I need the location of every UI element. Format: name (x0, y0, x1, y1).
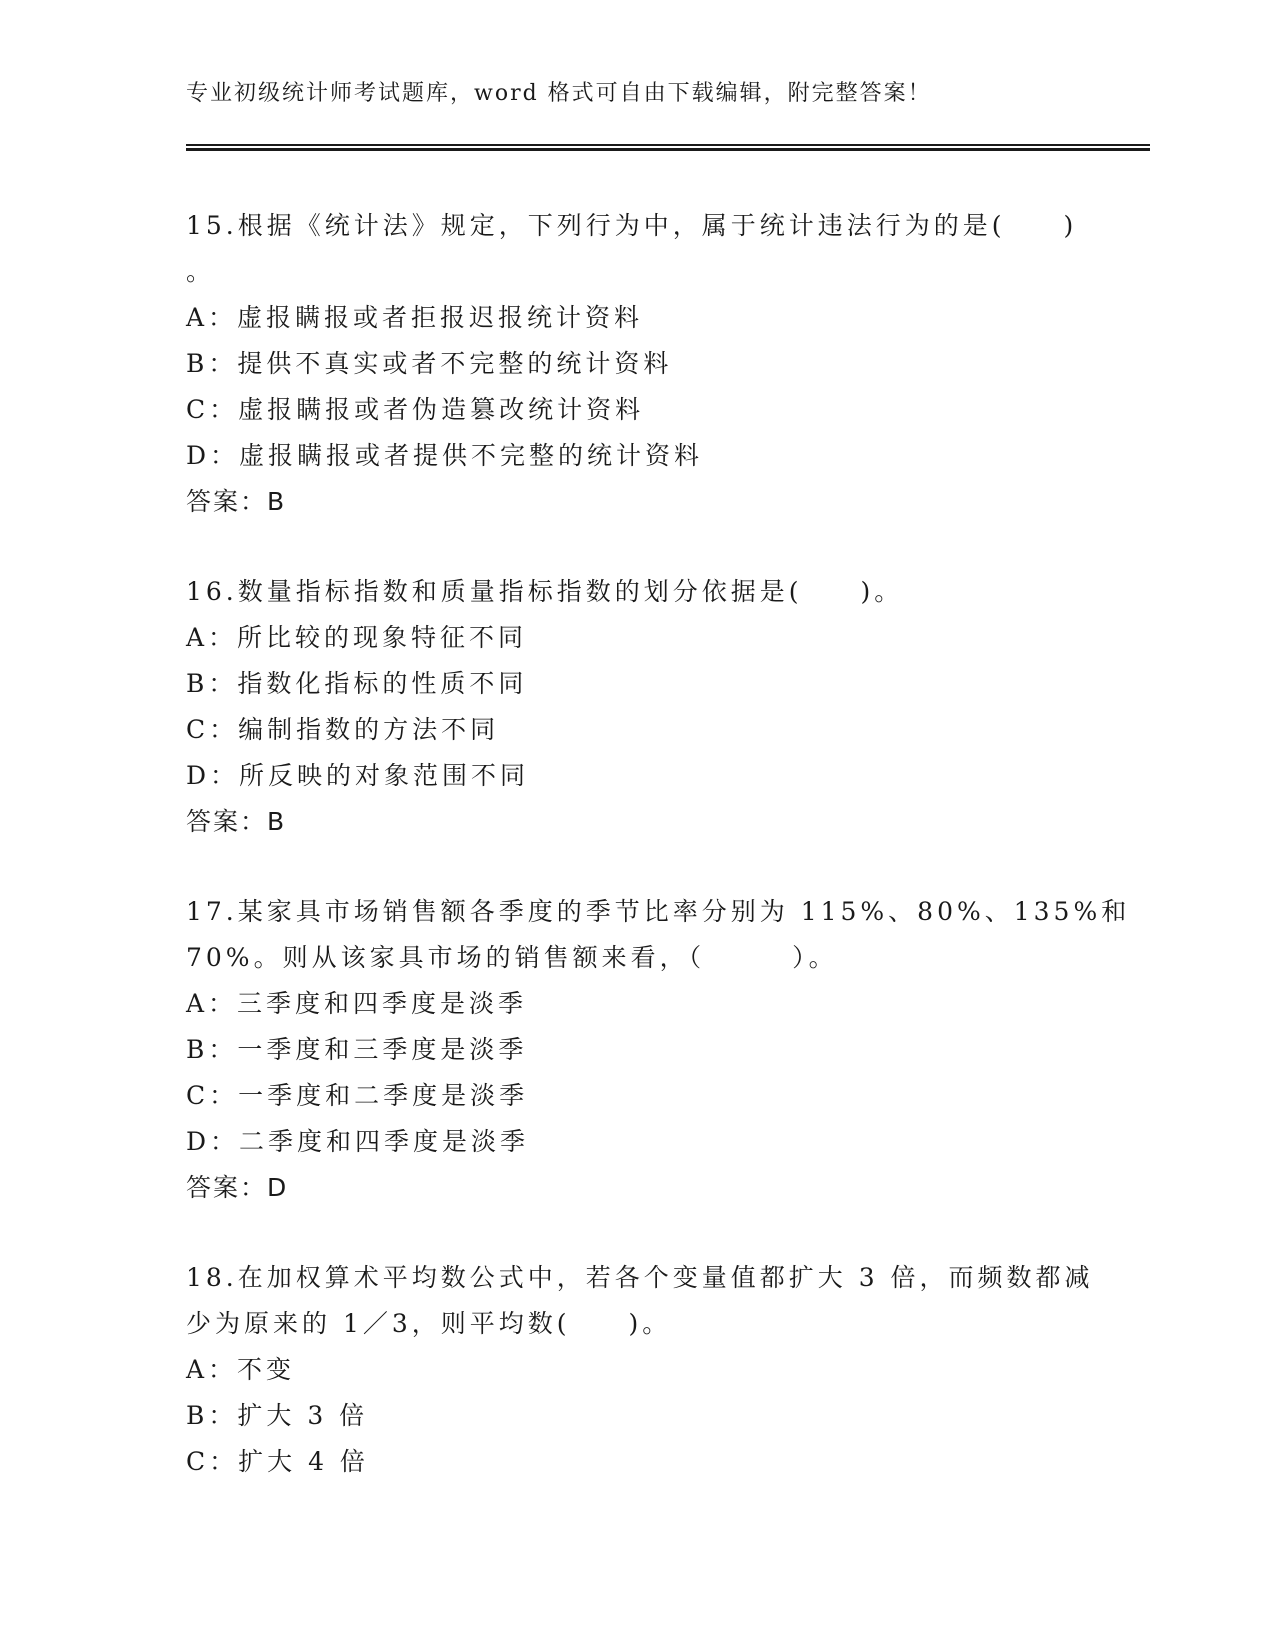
answer-line: 答案：B (186, 807, 287, 836)
option-b: B：提供不真实或者不完整的统计资料 (186, 349, 673, 378)
option-c: C：一季度和二季度是淡季 (186, 1081, 529, 1110)
option-d: D：虚报瞒报或者提供不完整的统计资料 (186, 441, 704, 470)
question-stem: 16.数量指标指数和质量指标指数的划分依据是( )。 (186, 577, 904, 606)
option-c: C：虚报瞒报或者伪造篡改统计资料 (186, 395, 645, 424)
question-16 (186, 569, 1086, 845)
question-stem: 70%。则从该家具市场的销售额来看，（ ）。 (186, 943, 838, 972)
option-b: B：扩大 3 倍 (186, 1401, 369, 1430)
question-15 (186, 203, 1086, 525)
question-stem: 18.在加权算术平均数公式中，若各个变量值都扩大 3 倍，而频数都减 (186, 1263, 1094, 1292)
header-divider (186, 144, 1150, 146)
page-header-title: 专业初级统计师考试题库，word 格式可自由下载编辑，附完整答案！ (186, 81, 932, 106)
question-stem: 少为原来的 1／3，则平均数( )。 (186, 1309, 672, 1338)
question-stem: 15.根据《统计法》规定，下列行为中，属于统计违法行为的是( ) (186, 211, 1078, 240)
option-d: D：二季度和四季度是淡季 (186, 1127, 530, 1156)
question-stem: 17.某家具市场销售额各季度的季节比率分别为 115%、80%、135%和 (186, 897, 1131, 926)
option-a: A：不变 (186, 1355, 296, 1384)
option-a: A：虚报瞒报或者拒报迟报统计资料 (186, 303, 644, 332)
question-stem: 。 (186, 257, 216, 286)
answer-line: 答案：D (186, 1173, 289, 1202)
answer-line: 答案：B (186, 487, 287, 516)
option-d: D：所反映的对象范围不同 (186, 761, 530, 790)
question-18 (186, 1255, 1094, 1485)
option-c: C：编制指数的方法不同 (186, 715, 500, 744)
option-a: A：三季度和四季度是淡季 (186, 989, 528, 1018)
option-a: A：所比较的现象特征不同 (186, 623, 528, 652)
question-list (186, 203, 1131, 1529)
option-b: B：一季度和三季度是淡季 (186, 1035, 528, 1064)
option-b: B：指数化指标的性质不同 (186, 669, 528, 698)
question-17 (186, 889, 1131, 1211)
option-c: C：扩大 4 倍 (186, 1447, 369, 1476)
